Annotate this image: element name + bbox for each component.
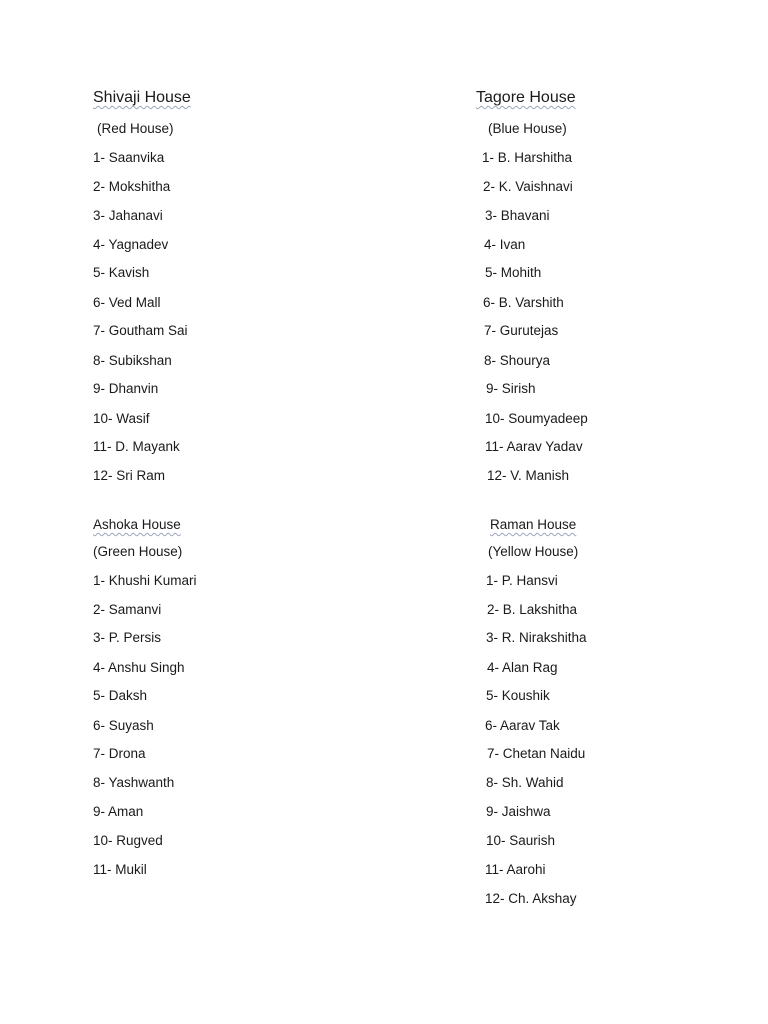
list-item: 4- Ivan: [484, 237, 526, 252]
house-block-ashoka: [93, 515, 333, 877]
list-item: 8- Yashwanth: [93, 775, 175, 790]
list-item: 10- Soumyadeep: [485, 411, 588, 426]
list-item: 11- Aarohi: [485, 862, 546, 877]
list-item: 11- D. Mayank: [93, 439, 180, 454]
list-item: 4- Alan Rag: [487, 660, 558, 675]
list-item: 6- B. Varshith: [483, 295, 564, 310]
house-block-tagore: [476, 88, 716, 483]
house-title: Shivaji House: [93, 89, 191, 106]
list-item: 4- Anshu Singh: [93, 660, 185, 675]
list-item: 11- Aarav Yadav: [485, 439, 583, 454]
list-item: 11- Mukil: [93, 862, 147, 877]
house-subtitle: (Blue House): [488, 121, 567, 136]
list-item: 9- Sirish: [486, 381, 536, 396]
list-item: 4- Yagnadev: [93, 237, 169, 252]
list-item: 10- Wasif: [93, 411, 150, 426]
list-item: 10- Rugved: [93, 833, 163, 848]
house-title: Ashoka House: [93, 517, 181, 532]
list-item: 9- Dhanvin: [93, 381, 159, 396]
house-subtitle: (Yellow House): [488, 544, 579, 559]
list-item: 5- Koushik: [486, 688, 550, 703]
list-item: 7- Chetan Naidu: [487, 746, 586, 761]
house-title: Tagore House: [476, 89, 576, 106]
list-item: 5- Mohith: [485, 265, 542, 280]
list-item: 7- Drona: [93, 746, 146, 761]
list-item: 1- Saanvika: [93, 150, 165, 165]
list-item: 3- P. Persis: [93, 630, 162, 645]
list-item: 2- K. Vaishnavi: [483, 179, 573, 194]
list-item: 3- R. Nirakshitha: [486, 630, 587, 645]
list-item: 12- V. Manish: [487, 468, 570, 483]
house-subtitle: (Green House): [93, 544, 183, 559]
list-item: 8- Subikshan: [93, 353, 172, 368]
list-item: 7- Gurutejas: [484, 323, 559, 338]
list-item: 1- P. Hansvi: [486, 573, 558, 588]
list-item: 2- Samanvi: [93, 602, 162, 617]
list-item: 6- Ved Mall: [93, 295, 161, 310]
list-item: 3- Bhavani: [485, 208, 550, 223]
list-item: 5- Kavish: [93, 265, 150, 280]
list-item: 8- Shourya: [484, 353, 551, 368]
house-subtitle: (Red House): [97, 121, 174, 136]
house-title: Raman House: [490, 517, 577, 532]
list-item: 2- B. Lakshitha: [487, 602, 578, 617]
list-item: 3- Jahanavi: [93, 208, 163, 223]
list-item: 7- Goutham Sai: [93, 323, 188, 338]
list-item: 12- Sri Ram: [93, 468, 166, 483]
house-block-raman: [485, 515, 730, 906]
list-item: 6- Suyash: [93, 718, 154, 733]
list-item: 9- Jaishwa: [486, 804, 551, 819]
list-item: 1- B. Harshitha: [482, 150, 573, 165]
house-block-shivaji: [93, 88, 333, 483]
list-item: 9- Aman: [93, 804, 144, 819]
list-item: 5- Daksh: [93, 688, 148, 703]
list-item: 8- Sh. Wahid: [486, 775, 564, 790]
list-item: 10- Saurish: [486, 833, 556, 848]
list-item: 1- Khushi Kumari: [93, 573, 197, 588]
list-item: 2- Mokshitha: [93, 179, 171, 194]
list-item: 6- Aarav Tak: [485, 718, 560, 733]
list-item: 12- Ch. Akshay: [485, 891, 577, 906]
